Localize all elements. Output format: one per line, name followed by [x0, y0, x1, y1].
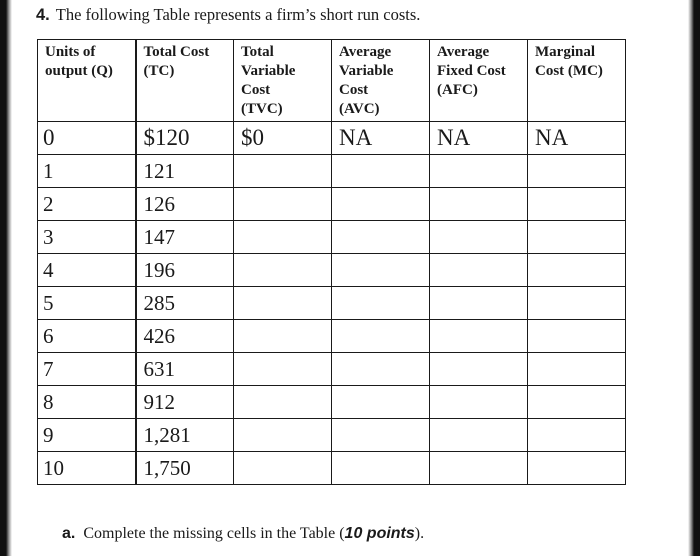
header-total-variable-cost [234, 40, 332, 122]
cell-q: 10 [38, 452, 136, 485]
cell-tvc [234, 221, 332, 254]
header-line: Variable [339, 63, 394, 79]
cell-avc: NA [332, 122, 430, 155]
part-a-label: a. [62, 525, 76, 542]
header-total-cost [136, 40, 234, 122]
table-row [38, 320, 626, 353]
question-4 [36, 5, 420, 25]
cell-mc [528, 155, 626, 188]
header-row [38, 40, 626, 122]
part-a-text-end: ). [414, 525, 425, 542]
cell-q: 2 [38, 188, 136, 221]
table-row [38, 353, 626, 386]
left-page-edge [0, 0, 12, 556]
header-line: Cost [241, 82, 271, 98]
cell-mc [528, 188, 626, 221]
header-line: Units of [45, 44, 96, 60]
cell-q: 8 [38, 386, 136, 419]
cell-avc [332, 287, 430, 320]
cell-afc [430, 221, 528, 254]
cell-tvc: $0 [234, 122, 332, 155]
cell-afc [430, 287, 528, 320]
right-page-edge [688, 0, 700, 556]
cell-mc [528, 254, 626, 287]
cell-tc: 1,281 [136, 419, 234, 452]
cell-avc [332, 188, 430, 221]
header-line: Average [437, 44, 490, 60]
cell-mc: NA [528, 122, 626, 155]
cell-mc [528, 419, 626, 452]
cell-q: 0 [38, 122, 136, 155]
cell-tvc [234, 419, 332, 452]
cell-tvc [234, 320, 332, 353]
cell-tc: 196 [136, 254, 234, 287]
table-row [38, 122, 626, 155]
part-a-instruction [62, 525, 424, 543]
cell-tc: $120 [136, 122, 234, 155]
cell-mc [528, 287, 626, 320]
cell-tc: 285 [136, 287, 234, 320]
table-row [38, 419, 626, 452]
header-average-variable-cost [332, 40, 430, 122]
cell-tvc [234, 188, 332, 221]
cell-avc [332, 254, 430, 287]
cell-tvc [234, 386, 332, 419]
cell-afc [430, 386, 528, 419]
cell-afc [430, 353, 528, 386]
cell-tc: 147 [136, 221, 234, 254]
table-row [38, 155, 626, 188]
table-row [38, 254, 626, 287]
cell-tc: 426 [136, 320, 234, 353]
cell-tc: 121 [136, 155, 234, 188]
cell-afc [430, 188, 528, 221]
cell-avc [332, 452, 430, 485]
cell-tvc [234, 353, 332, 386]
header-marginal-cost [528, 40, 626, 122]
table-body [38, 122, 626, 485]
question-number: 4. [36, 6, 50, 24]
cell-afc [430, 254, 528, 287]
cell-avc [332, 221, 430, 254]
cell-afc [430, 320, 528, 353]
cell-mc [528, 452, 626, 485]
cell-q: 5 [38, 287, 136, 320]
header-line: Total [241, 44, 274, 60]
cell-tvc [234, 155, 332, 188]
cell-mc [528, 353, 626, 386]
header-line: Total Cost [143, 44, 210, 60]
cell-tc: 631 [136, 353, 234, 386]
cell-afc [430, 419, 528, 452]
table-header [38, 40, 626, 122]
table-row [38, 287, 626, 320]
cell-avc [332, 386, 430, 419]
header-line: (TC) [143, 63, 175, 79]
cell-tc: 912 [136, 386, 234, 419]
header-line: Variable [241, 63, 296, 79]
cell-tvc [234, 452, 332, 485]
cell-avc [332, 320, 430, 353]
header-line: Cost [339, 82, 369, 98]
table-row [38, 386, 626, 419]
header-line: output (Q) [45, 63, 113, 79]
cell-q: 7 [38, 353, 136, 386]
cell-afc [430, 155, 528, 188]
cell-tc: 1,750 [136, 452, 234, 485]
cell-mc [528, 320, 626, 353]
cell-afc [430, 452, 528, 485]
cell-avc [332, 155, 430, 188]
short-run-costs-table [37, 39, 626, 485]
part-a-text: Complete the missing cells in the Table ( [83, 525, 345, 542]
cell-tvc [234, 254, 332, 287]
table-row [38, 452, 626, 485]
cell-q: 1 [38, 155, 136, 188]
header-line: (AFC) [437, 82, 478, 98]
part-a-points: 10 points [344, 525, 415, 542]
header-units-of-output [38, 40, 136, 122]
cell-q: 4 [38, 254, 136, 287]
cell-q: 9 [38, 419, 136, 452]
header-line: Cost (MC) [535, 63, 603, 79]
cell-q: 3 [38, 221, 136, 254]
header-average-fixed-cost [430, 40, 528, 122]
header-line: Marginal [535, 44, 595, 60]
cell-tc: 126 [136, 188, 234, 221]
cell-mc [528, 386, 626, 419]
header-line: Fixed Cost [437, 63, 506, 79]
header-line: (TVC) [241, 101, 283, 117]
cell-afc: NA [430, 122, 528, 155]
header-line: (AVC) [339, 101, 380, 117]
header-line: Average [339, 44, 392, 60]
cell-q: 6 [38, 320, 136, 353]
cell-avc [332, 353, 430, 386]
table-row [38, 221, 626, 254]
cell-mc [528, 221, 626, 254]
cell-avc [332, 419, 430, 452]
question-text: The following Table represents a firm’s short run costs. [55, 5, 421, 24]
table-row [38, 188, 626, 221]
cell-tvc [234, 287, 332, 320]
